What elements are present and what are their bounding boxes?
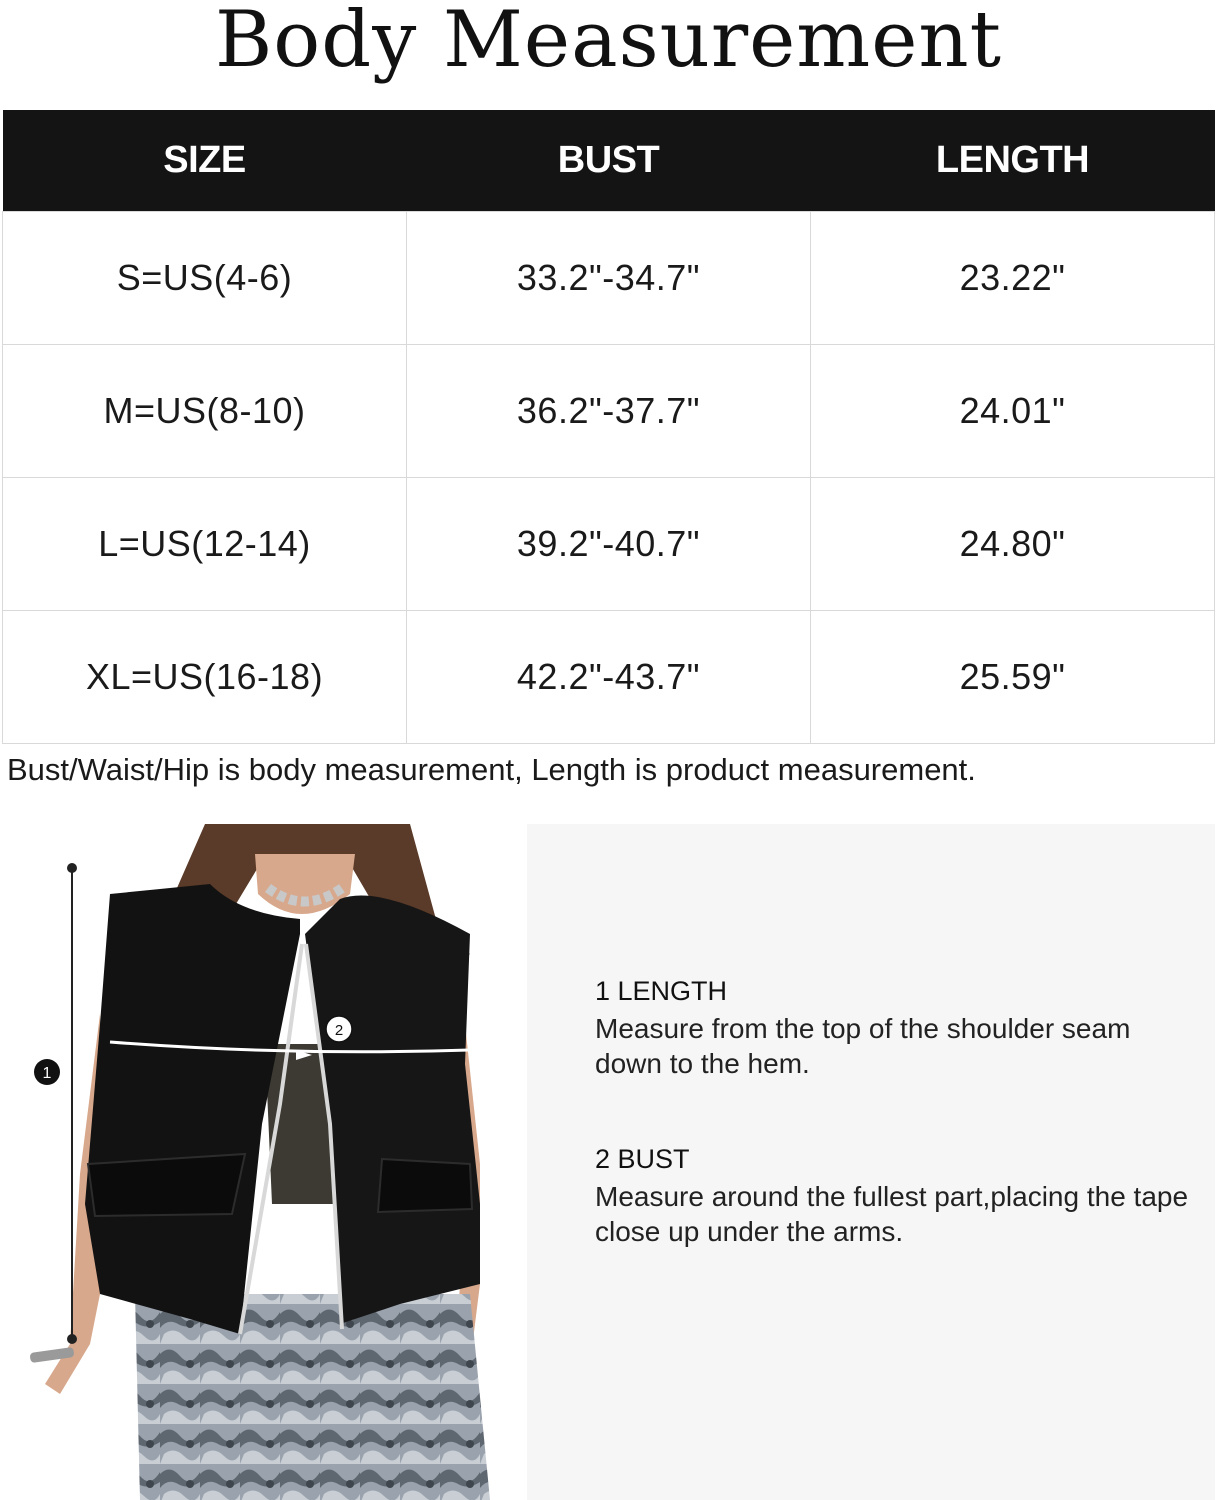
size-chart-table [2, 110, 1215, 744]
cell-bust: 36.2"-37.7" [407, 345, 811, 478]
cell-size: L=US(12-14) [3, 478, 407, 611]
page-title: Body Measurement [214, 0, 1002, 85]
table-row [3, 345, 1215, 478]
camo-pants [135, 1294, 490, 1500]
cell-length: 24.01" [811, 345, 1215, 478]
cell-length: 23.22" [811, 212, 1215, 345]
table-header-row [3, 110, 1215, 212]
bust-instruction-heading: 2 BUST [595, 1144, 690, 1174]
bust-instruction-text: Measure around the fullest part,placing the tape close up under the arms. [595, 1181, 1189, 1247]
length-instruction-heading: 1 LENGTH [595, 976, 728, 1006]
table-row [3, 611, 1215, 744]
cell-bust: 42.2"-43.7" [407, 611, 811, 744]
cell-size: M=US(8-10) [3, 345, 407, 478]
cell-bust: 39.2"-40.7" [407, 478, 811, 611]
cell-length: 24.80" [811, 478, 1215, 611]
cell-size: S=US(4-6) [3, 212, 407, 345]
header-size: SIZE [3, 110, 407, 212]
left-pocket [88, 1154, 245, 1216]
marker-2-label: 2 [334, 1022, 344, 1039]
table-row [3, 478, 1215, 611]
measurement-note: Bust/Waist/Hip is body measurement, Length is product measurement. [7, 752, 976, 787]
table-row [3, 212, 1215, 345]
vest-illustration [0, 824, 515, 1500]
vest-model-photo [0, 824, 515, 1500]
measurement-instructions-panel [527, 824, 1215, 1500]
cell-length: 25.59" [811, 611, 1215, 744]
header-length: LENGTH [811, 110, 1215, 212]
cell-size: XL=US(16-18) [3, 611, 407, 744]
right-pocket [378, 1159, 472, 1212]
cell-bust: 33.2"-34.7" [407, 212, 811, 345]
marker-1-label: 1 [42, 1065, 52, 1082]
header-bust: BUST [407, 110, 811, 212]
length-instruction [595, 976, 1195, 1081]
length-instruction-text: Measure from the top of the shoulder seam down to the hem. [595, 1013, 1131, 1079]
bust-instruction [595, 1144, 1195, 1249]
